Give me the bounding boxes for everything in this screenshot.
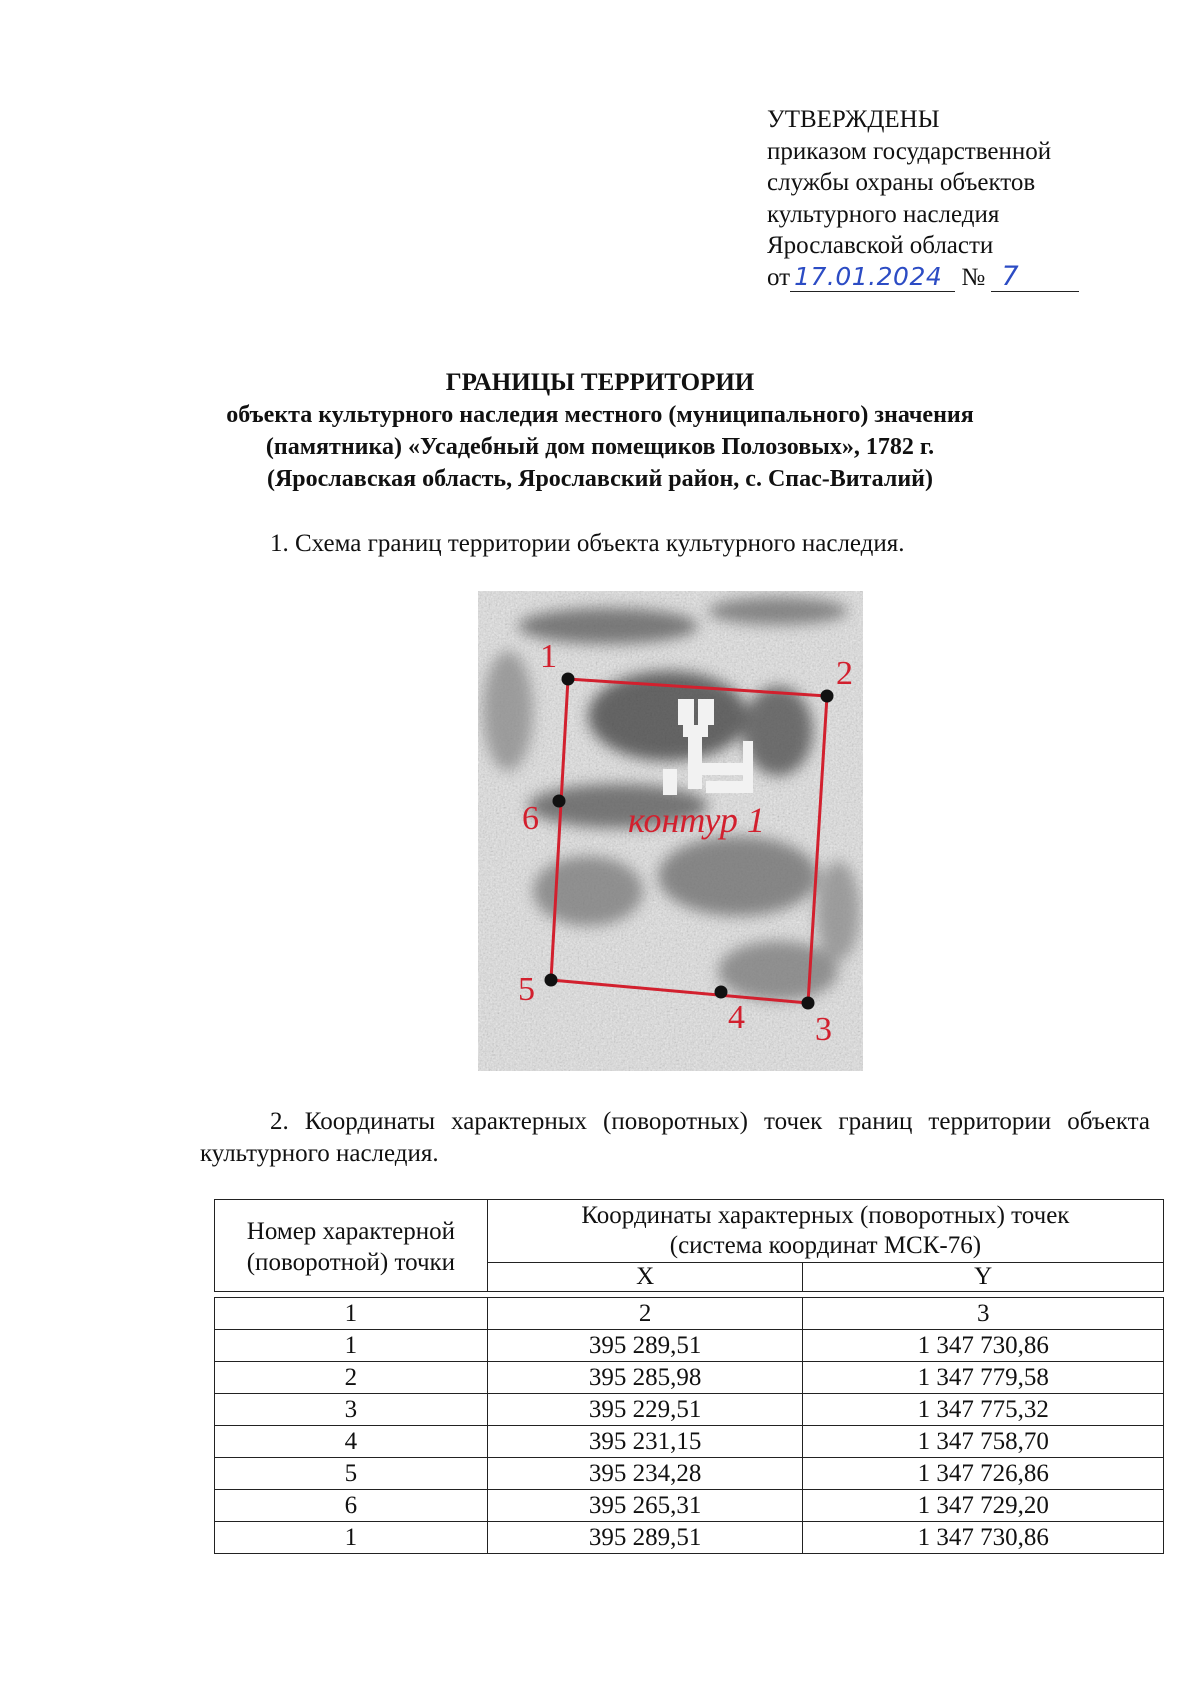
y-header: Y bbox=[803, 1263, 1164, 1292]
coordinates-table bbox=[214, 1199, 1164, 1554]
boundary-point-5 bbox=[545, 974, 558, 987]
approval-line: приказом государственной bbox=[767, 137, 1052, 165]
point-number-cell: 6 bbox=[215, 1490, 488, 1522]
boundary-map bbox=[478, 591, 863, 1071]
table-row bbox=[215, 1490, 1164, 1522]
boundary-point-4 bbox=[715, 986, 728, 999]
handwritten-number: 7 bbox=[991, 263, 1079, 292]
y-coordinate-cell: 1 347 730,86 bbox=[803, 1522, 1164, 1554]
y-coordinate-cell: 1 347 730,86 bbox=[803, 1330, 1164, 1362]
boundary-point-2 bbox=[821, 690, 834, 703]
heading-title: ГРАНИЦЫ ТЕРРИТОРИИ bbox=[445, 369, 755, 396]
coordinates-header-line-2: (система координат МСК-76) bbox=[669, 1232, 982, 1259]
table-row bbox=[215, 1394, 1164, 1426]
boundary-point-1 bbox=[562, 673, 575, 686]
heading-subtitle-2: (памятника) «Усадебный дом помещиков Полозовых», 1782 г. bbox=[265, 434, 935, 460]
approval-title: УТВЕРЖДЕНЫ bbox=[767, 106, 940, 133]
contour-label: контур 1 bbox=[628, 800, 765, 840]
point-label-4: 4 bbox=[728, 999, 745, 1036]
point-number-cell: 1 bbox=[215, 1522, 488, 1554]
y-coordinate-cell: 1 347 775,32 bbox=[803, 1394, 1164, 1426]
x-coordinate-cell: 395 234,28 bbox=[487, 1458, 803, 1490]
table-row bbox=[215, 1330, 1164, 1362]
point-number-cell: 5 bbox=[215, 1458, 488, 1490]
table-index-row bbox=[215, 1298, 1164, 1330]
table-row bbox=[215, 1362, 1164, 1394]
point-number-cell: 4 bbox=[215, 1426, 488, 1458]
y-coordinate-cell: 1 347 726,86 bbox=[803, 1458, 1164, 1490]
number-sign: № bbox=[961, 263, 986, 291]
table-row bbox=[215, 1458, 1164, 1490]
point-label-2: 2 bbox=[836, 655, 853, 692]
date-prefix: от bbox=[767, 263, 791, 291]
approval-line: культурного наследия bbox=[767, 200, 1000, 228]
boundary-point-3 bbox=[802, 997, 815, 1010]
point-label-6: 6 bbox=[522, 800, 539, 837]
y-coordinate-cell: 1 347 758,70 bbox=[803, 1426, 1164, 1458]
document-heading bbox=[0, 367, 1200, 495]
table-row bbox=[215, 1426, 1164, 1458]
approval-line: Ярославской области bbox=[767, 232, 994, 259]
point-number-cell: 3 bbox=[215, 1394, 488, 1426]
point-label-5: 5 bbox=[518, 971, 535, 1008]
approval-stamp bbox=[767, 104, 1079, 293]
x-coordinate-cell: 395 229,51 bbox=[487, 1394, 803, 1426]
y-coordinate-cell: 1 347 729,20 bbox=[803, 1490, 1164, 1522]
point-label-3: 3 bbox=[815, 1011, 832, 1048]
x-coordinate-cell: 395 289,51 bbox=[487, 1330, 803, 1362]
approval-date-line bbox=[767, 262, 1079, 294]
heading-subtitle-3: (Ярославская область, Ярославский район, с. Спас-Виталий) bbox=[266, 466, 934, 492]
point-number-cell: 2 bbox=[215, 1362, 488, 1394]
index-cell: 1 bbox=[215, 1298, 488, 1330]
handwritten-date: 17.01.2024 bbox=[790, 263, 955, 292]
table-header-row bbox=[215, 1200, 1164, 1263]
point-number-cell: 1 bbox=[215, 1330, 488, 1362]
y-coordinate-cell: 1 347 779,58 bbox=[803, 1362, 1164, 1394]
boundary-point-6 bbox=[553, 795, 566, 808]
x-header: X bbox=[487, 1263, 803, 1292]
x-coordinate-cell: 395 231,15 bbox=[487, 1426, 803, 1458]
index-cell: 2 bbox=[487, 1298, 803, 1330]
x-coordinate-cell: 395 289,51 bbox=[487, 1522, 803, 1554]
coordinates-header-line-1: Координаты характерных (поворотных) точек bbox=[581, 1202, 1070, 1229]
table-row bbox=[215, 1522, 1164, 1554]
x-coordinate-cell: 395 265,31 bbox=[487, 1490, 803, 1522]
index-cell: 3 bbox=[803, 1298, 1164, 1330]
section-1-heading: 1. Схема границ территории объекта культурного наследия. bbox=[270, 530, 905, 557]
heading-subtitle-1: объекта культурного наследия местного (муниципального) значения bbox=[226, 402, 974, 428]
coordinates-header bbox=[487, 1200, 1163, 1263]
approval-line: службы охраны объектов bbox=[767, 169, 1036, 196]
point-label-1: 1 bbox=[540, 638, 557, 675]
point-number-header: Номер характерной (поворотной) точки bbox=[215, 1200, 488, 1292]
x-coordinate-cell: 395 285,98 bbox=[487, 1362, 803, 1394]
section-2-heading: 2. Координаты характерных (поворотных) точек границ территории объекта культурного наследия. bbox=[200, 1108, 1150, 1167]
